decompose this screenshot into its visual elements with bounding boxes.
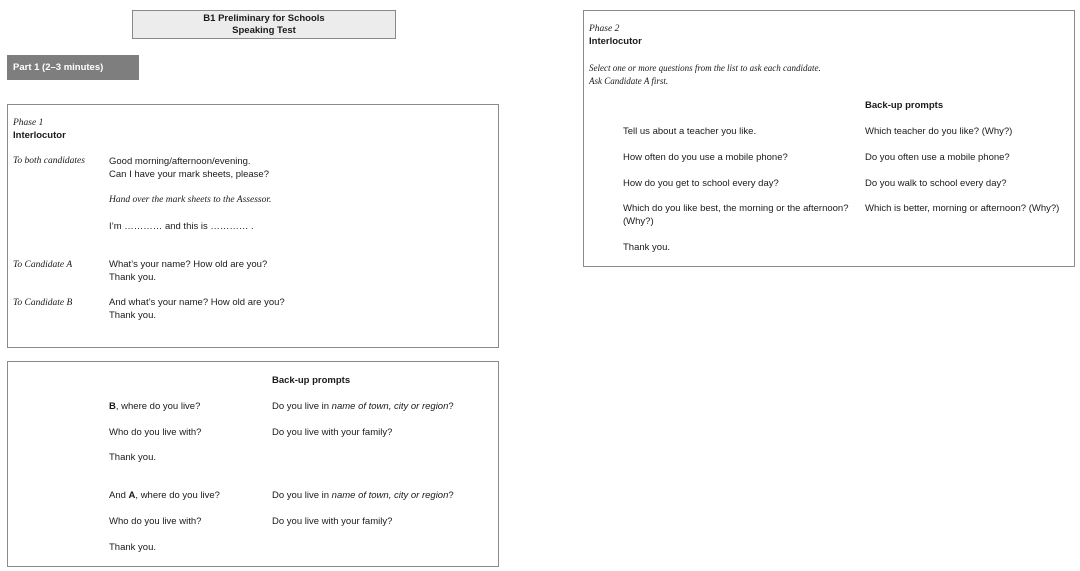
to-both-label: To both candidates [13,156,85,166]
a-prefix: And [109,490,129,501]
backup-prompts-heading: Back-up prompts [272,375,351,386]
a-who-live-with: Who do you live with? [109,516,202,527]
phase2-instruction-2: Ask Candidate A first. [589,76,669,86]
question-teacher: Tell us about a teacher you like. [623,126,757,137]
candidate-a-letter: A [128,490,136,501]
test-title-box [132,10,396,39]
phase2-backup-heading: Back-up prompts [865,100,944,111]
b-thanks: Thank you. [109,452,156,463]
prompt-morning-afternoon: Which is better, morning or afternoon? (Why?) [865,203,1060,214]
a-live-in-prompt [272,489,454,502]
phase2-thanks: Thank you. [623,242,670,253]
test-title: B1 Preliminary for Schools [203,13,325,24]
b-family-prompt: Do you live with your family? [272,427,393,438]
live-in-suffix-2: ? [448,490,454,501]
part-label: Part 1 (2–3 minutes) [7,55,139,80]
phase2-label: Phase 2 [589,24,620,34]
candidate-b-question: And what’s your name? How old are you? [109,297,285,308]
a-where-live-text: , where do you live? [135,490,220,501]
question-school-travel: How do you get to school every day? [623,178,779,189]
question-morning-afternoon: Which do you like best, the morning or the afternoon? (Why?) [623,203,849,227]
to-candidate-b-label: To Candidate B [13,298,73,308]
live-in-prefix-2: Do you live in [272,490,332,501]
candidate-b-letter: B [109,401,116,412]
prompt-school-travel: Do you walk to school every day? [865,178,1007,189]
phase1-role: Interlocutor [13,130,66,141]
a-family-prompt: Do you live with your family? [272,516,393,527]
b-where-live-text: , where do you live? [115,401,201,412]
candidate-a-thanks: Thank you. [109,272,156,283]
live-in-placeholder: name of town, city or region [331,401,449,412]
a-thanks: Thank you. [109,542,156,553]
a-where-live [109,489,220,502]
to-candidate-a-label: To Candidate A [13,260,73,270]
prompt-teacher: Which teacher do you like? (Why?) [865,126,1013,137]
phase2-box [583,10,1075,267]
candidate-b-thanks: Thank you. [109,310,156,321]
question-mobile-phone: How often do you use a mobile phone? [623,152,788,163]
live-in-prefix: Do you live in [272,401,332,412]
greeting-text: Good morning/afternoon/evening. [109,156,251,167]
phase1-label: Phase 1 [13,118,44,128]
live-in-placeholder-2: name of town, city or region [331,490,449,501]
phase1-box [7,104,499,348]
b-who-live-with: Who do you live with? [109,427,202,438]
phase2-role: Interlocutor [589,36,642,47]
prompt-mobile-phone: Do you often use a mobile phone? [865,152,1010,163]
mark-sheets-text: Can I have your mark sheets, please? [109,169,270,180]
backup-prompts-box [7,361,499,567]
candidate-a-question: What’s your name? How old are you? [109,259,268,270]
intro-text: I’m ………… and this is ………… . [109,221,254,232]
hand-over-instruction: Hand over the mark sheets to the Assessor. [109,195,272,205]
b-where-live [109,400,200,413]
phase2-instruction-1: Select one or more questions from the list to ask each candidate. [589,63,821,73]
live-in-suffix: ? [448,401,454,412]
test-subtitle: Speaking Test [232,25,296,36]
b-live-in-prompt [272,400,454,413]
